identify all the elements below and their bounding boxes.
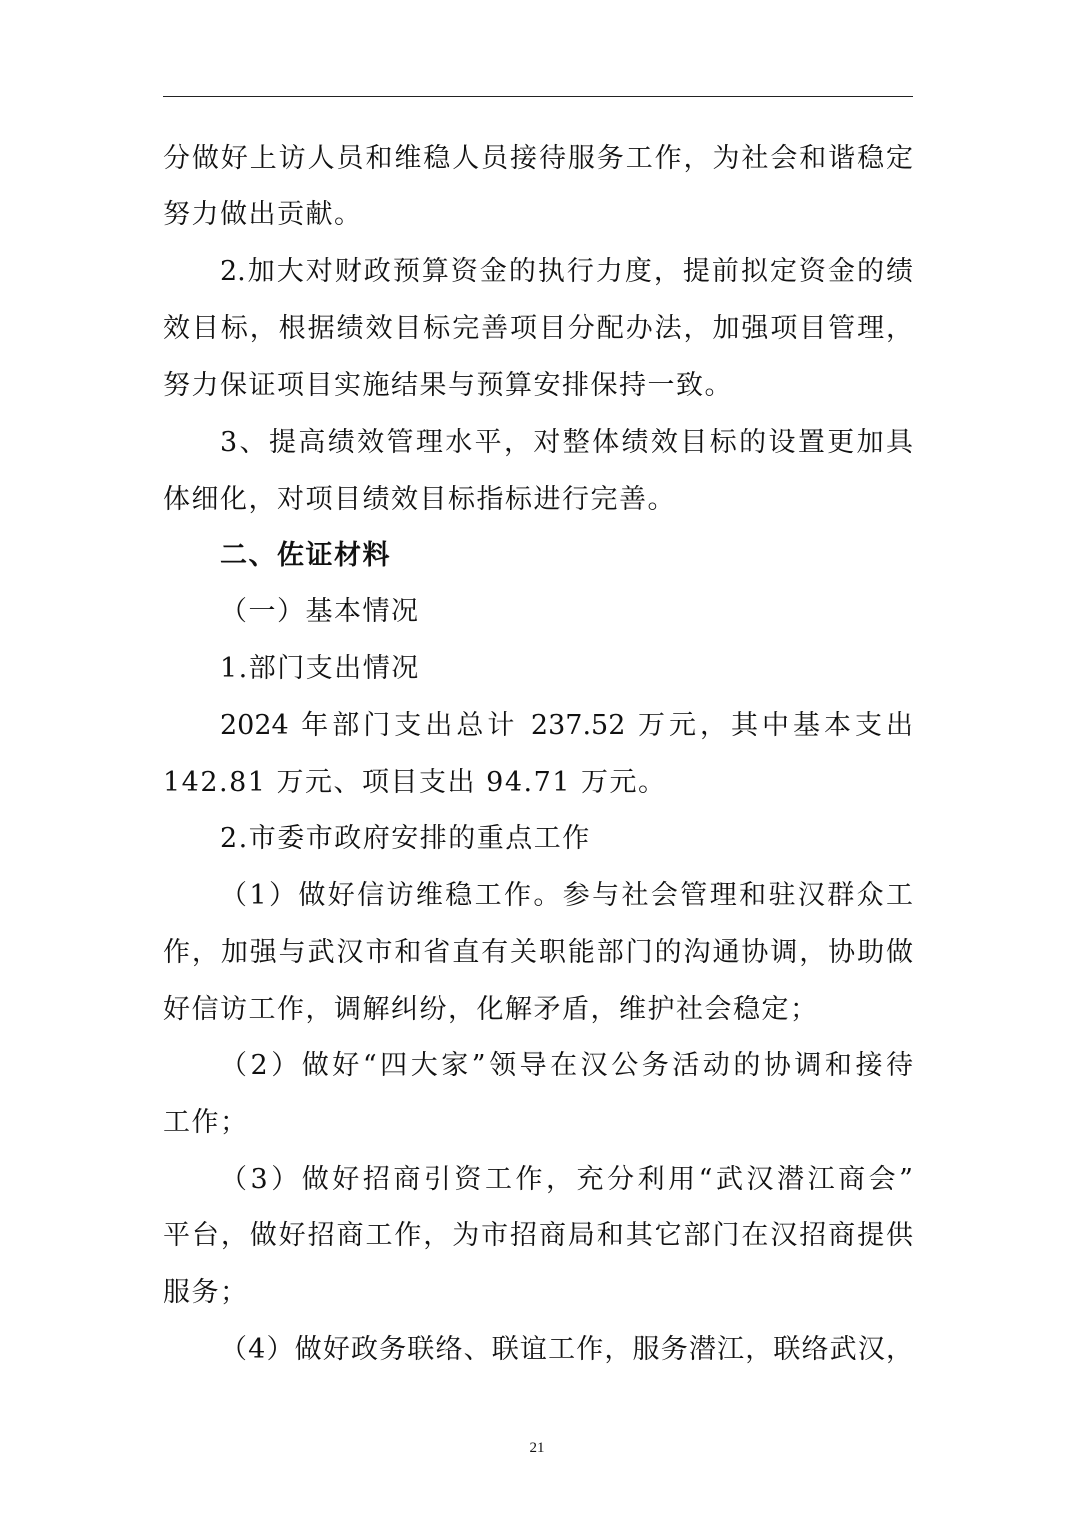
paragraph-line: （3）做好招商引资工作，充分利用“武汉潜江商会” — [220, 1164, 913, 1195]
paragraph-line: 142.81 万元、项目支出 94.71 万元。 — [163, 767, 667, 798]
paragraph-line: 努力做出贡献。 — [163, 199, 363, 230]
page-number: 21 — [529, 1440, 545, 1456]
paragraph-line: 服务； — [163, 1277, 249, 1308]
paragraph-line: （2）做好“四大家”领导在汉公务活动的协调和接待 — [220, 1050, 913, 1081]
paragraph-line: 好信访工作，调解纠纷，化解矛盾，维护社会稳定； — [163, 994, 819, 1025]
paragraph-line: 作，加强与武汉市和省直有关职能部门的沟通协调，协助做 — [163, 937, 913, 968]
paragraph-line: 效目标，根据绩效目标完善项目分配办法，加强项目管理， — [163, 313, 913, 344]
paragraph-line: （4）做好政务联络、联谊工作，服务潜江，联络武汉， — [220, 1334, 913, 1365]
paragraph-line: 2024 年部门支出总计 237.52 万元，其中基本支出 — [220, 710, 913, 741]
paragraph-line: 平台，做好招商工作，为市招商局和其它部门在汉招商提供 — [163, 1220, 913, 1251]
item-heading: 1.部门支出情况 — [220, 653, 420, 684]
paragraph-line: 体细化，对项目绩效目标指标进行完善。 — [163, 484, 676, 515]
paragraph-line: （1）做好信访维稳工作。参与社会管理和驻汉群众工 — [220, 880, 913, 911]
subsection-heading: （一）基本情况 — [220, 596, 420, 627]
paragraph-line: 分做好上访人员和维稳人员接待服务工作，为社会和谐稳定 — [163, 143, 913, 174]
item-heading: 2.市委市政府安排的重点工作 — [220, 823, 591, 854]
section-heading: 二、佐证材料 — [220, 540, 391, 571]
paragraph-line: 3、提高绩效管理水平，对整体绩效目标的设置更加具 — [220, 427, 913, 458]
paragraph-line: 努力保证项目实施结果与预算安排保持一致。 — [163, 370, 733, 401]
paragraph-line: 2.加大对财政预算资金的执行力度，提前拟定资金的绩 — [220, 256, 913, 287]
header-rule — [163, 96, 913, 97]
paragraph-line: 工作； — [163, 1107, 249, 1138]
